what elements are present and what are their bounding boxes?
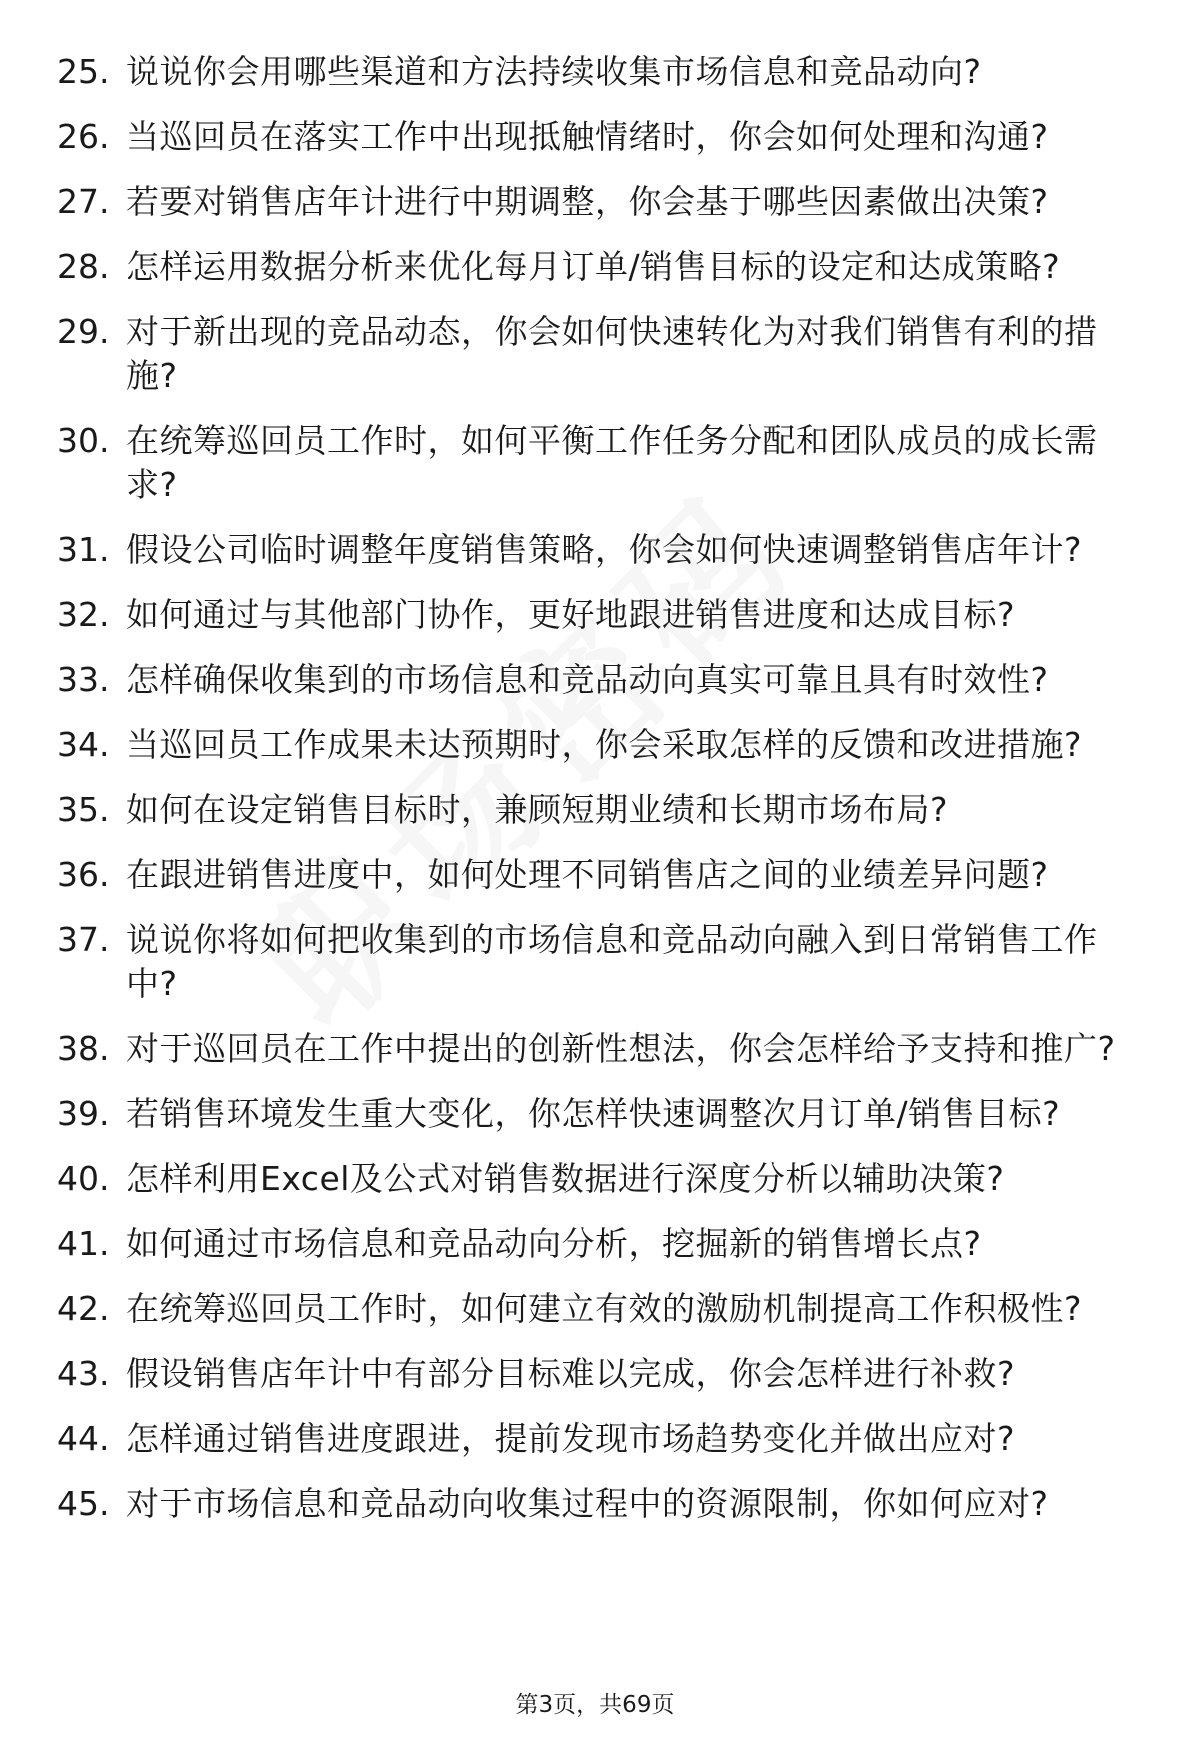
question-number: 38. bbox=[57, 1029, 110, 1068]
question-text: 怎样运用数据分析来优化每月订单/销售目标的设定和达成策略? bbox=[126, 247, 1061, 286]
question-text: 若销售环境发生重大变化，你怎样快速调整次月订单/销售目标? bbox=[126, 1094, 1061, 1133]
question-item bbox=[0, 528, 1190, 572]
question-number: 32. bbox=[57, 595, 110, 634]
question-text: 对于新出现的竞品动态，你会如何快速转化为对我们销售有利的措施? bbox=[126, 312, 1098, 395]
question-item bbox=[0, 658, 1190, 702]
question-number: 25. bbox=[57, 52, 110, 91]
question-text: 在统筹巡回员工作时，如何建立有效的激励机制提高工作积极性? bbox=[126, 1289, 1083, 1328]
question-text: 对于巡回员在工作中提出的创新性想法，你会怎样给予支持和推广? bbox=[126, 1029, 1116, 1068]
question-item bbox=[0, 593, 1190, 637]
question-text: 当巡回员工作成果未达预期时，你会采取怎样的反馈和改进措施? bbox=[126, 725, 1083, 764]
question-item bbox=[0, 1027, 1190, 1071]
question-item bbox=[0, 1222, 1190, 1266]
question-item bbox=[0, 853, 1190, 897]
question-number: 29. bbox=[57, 312, 110, 351]
question-item bbox=[0, 918, 1190, 1006]
question-text: 怎样利用Excel及公式对销售数据进行深度分析以辅助决策? bbox=[126, 1159, 1005, 1198]
page-footer: 第3页，共69页 bbox=[515, 1692, 675, 1718]
question-item bbox=[0, 180, 1190, 224]
question-item bbox=[0, 50, 1190, 94]
question-number: 31. bbox=[57, 530, 110, 569]
question-text: 若要对销售店年计进行中期调整，你会基于哪些因素做出决策? bbox=[126, 182, 1049, 221]
question-number: 28. bbox=[57, 247, 110, 286]
question-item bbox=[0, 788, 1190, 832]
question-text: 在统筹巡回员工作时，如何平衡工作任务分配和团队成员的成长需求? bbox=[126, 421, 1098, 504]
question-item bbox=[0, 245, 1190, 289]
question-number: 27. bbox=[57, 182, 110, 221]
question-text: 怎样确保收集到的市场信息和竞品动向真实可靠且具有时效性? bbox=[126, 660, 1049, 699]
question-number: 33. bbox=[57, 660, 110, 699]
question-number: 34. bbox=[57, 725, 110, 764]
question-number: 43. bbox=[57, 1354, 110, 1393]
question-number: 41. bbox=[57, 1224, 110, 1263]
question-number: 36. bbox=[57, 855, 110, 894]
question-text: 假设公司临时调整年度销售策略，你会如何快速调整销售店年计? bbox=[126, 530, 1083, 569]
question-text: 如何通过与其他部门协作，更好地跟进销售进度和达成目标? bbox=[126, 595, 1016, 634]
question-text: 说说你会用哪些渠道和方法持续收集市场信息和竞品动向? bbox=[126, 52, 982, 91]
question-item bbox=[0, 419, 1190, 507]
question-text: 怎样通过销售进度跟进，提前发现市场趋势变化并做出应对? bbox=[126, 1419, 1016, 1458]
question-number: 45. bbox=[57, 1484, 110, 1523]
question-number: 42. bbox=[57, 1289, 110, 1328]
question-item bbox=[0, 1157, 1190, 1201]
question-text: 假设销售店年计中有部分目标难以完成，你会怎样进行补救? bbox=[126, 1354, 1016, 1393]
question-item bbox=[0, 1092, 1190, 1136]
question-item bbox=[0, 1287, 1190, 1331]
question-text: 当巡回员在落实工作中出现抵触情绪时，你会如何处理和沟通? bbox=[126, 117, 1049, 156]
question-number: 40. bbox=[57, 1159, 110, 1198]
question-text: 如何通过市场信息和竞品动向分析，挖掘新的销售增长点? bbox=[126, 1224, 982, 1263]
question-item bbox=[0, 723, 1190, 767]
question-item bbox=[0, 1417, 1190, 1461]
question-number: 30. bbox=[57, 421, 110, 460]
question-item bbox=[0, 1482, 1190, 1526]
question-number: 44. bbox=[57, 1419, 110, 1458]
question-number: 35. bbox=[57, 790, 110, 829]
question-item bbox=[0, 1352, 1190, 1396]
question-text: 对于市场信息和竞品动向收集过程中的资源限制，你如何应对? bbox=[126, 1484, 1049, 1523]
question-number: 37. bbox=[57, 920, 110, 959]
question-number: 39. bbox=[57, 1094, 110, 1133]
question-text: 说说你将如何把收集到的市场信息和竞品动向融入到日常销售工作中? bbox=[126, 920, 1098, 1003]
question-text: 如何在设定销售目标时，兼顾短期业绩和长期市场布局? bbox=[126, 790, 949, 829]
question-item bbox=[0, 310, 1190, 398]
question-number: 26. bbox=[57, 117, 110, 156]
question-item bbox=[0, 115, 1190, 159]
question-text: 在跟进销售进度中，如何处理不同销售店之间的业绩差异问题? bbox=[126, 855, 1049, 894]
question-list bbox=[0, 50, 1190, 1547]
